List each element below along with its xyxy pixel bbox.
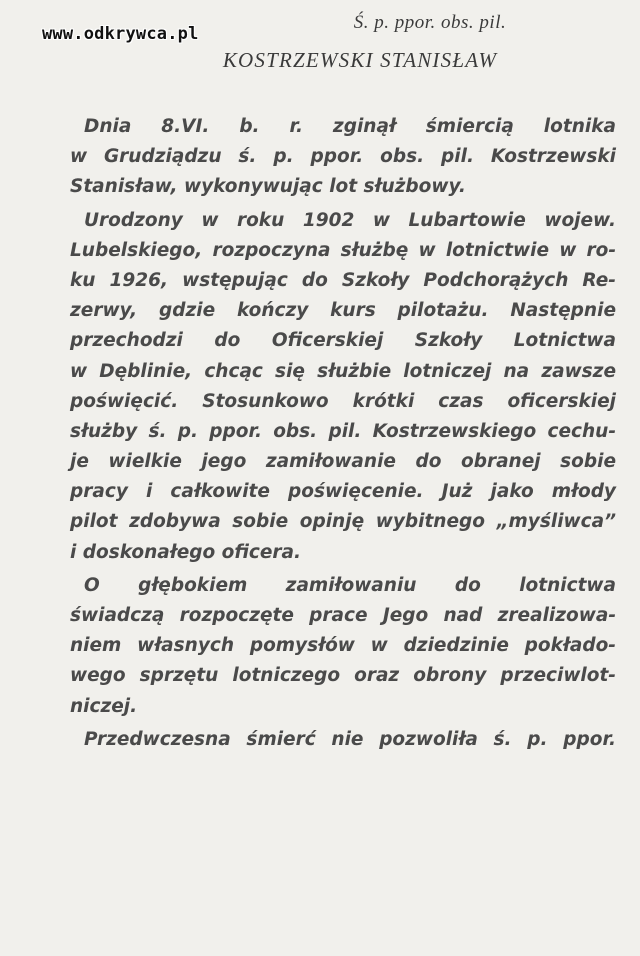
text-line: pracy i całkowite poświęcenie. Już jako młody (70, 481, 616, 503)
paragraph-4 (70, 725, 616, 755)
text-line: Stanisław, wykonywując lot służbowy. (70, 176, 466, 198)
text-line: pilot zdobywa sobie opinję wybitnego „myśliwca” (70, 511, 616, 533)
paragraph-1 (70, 112, 616, 203)
text-line: świadczą rozpoczęte prace Jego nad zrealizowa- (70, 605, 616, 626)
text-line: ku 1926, wstępując do Szkoły Podchorążych Re- (70, 269, 616, 291)
text-line: poświęcić. Stosunkowo krótki czas oficerskiej (70, 390, 616, 412)
text-line: Przedwczesna śmierć nie pozwoliła ś. p. ppor. (84, 728, 616, 750)
heading-rank: Ś. p. ppor. obs. pil. (353, 12, 507, 33)
article-body (70, 112, 616, 755)
text-line: przechodzi do Oficerskiej Szkoły Lotnictwa (70, 330, 616, 352)
text-line: Urodzony w roku 1902 w Lubartowie wojew. (84, 209, 616, 231)
heading-name: KOSTRZEWSKI STANISŁAW (222, 48, 498, 72)
text-line: i doskonałego oficera. (70, 541, 302, 563)
text-line: niczej. (70, 695, 138, 717)
text-line: je wielkie jego zamiłowanie do obranej sobie (70, 451, 616, 473)
paragraph-2 (70, 206, 616, 568)
paragraph-3 (70, 571, 616, 722)
text-line: wego sprzętu lotniczego oraz obrony przeciwlot- (70, 665, 616, 687)
watermark: www.odkrywca.pl (42, 24, 199, 44)
text-line: w Grudziądzu ś. p. ppor. obs. pil. Kostrzewski (70, 146, 616, 168)
text-line: w Dęblinie, chcąc się służbie lotniczej na zawsze (70, 360, 616, 382)
text-line: Lubelskiego, rozpoczyna służbę w lotnictwie w ro- (70, 239, 616, 261)
text-line: zerwy, gdzie kończy kurs pilotażu. Następnie (70, 300, 616, 322)
text-line: O głębokiem zamiłowaniu do lotnictwa (84, 574, 616, 596)
text-line: służby ś. p. ppor. obs. pil. Kostrzewskiego cechu- (70, 420, 616, 442)
text-line: niem własnych pomysłów w dziedzinie pokłado- (70, 635, 616, 657)
text-line: Dnia 8.VI. b. r. zginął śmiercią lotnika (84, 116, 616, 137)
